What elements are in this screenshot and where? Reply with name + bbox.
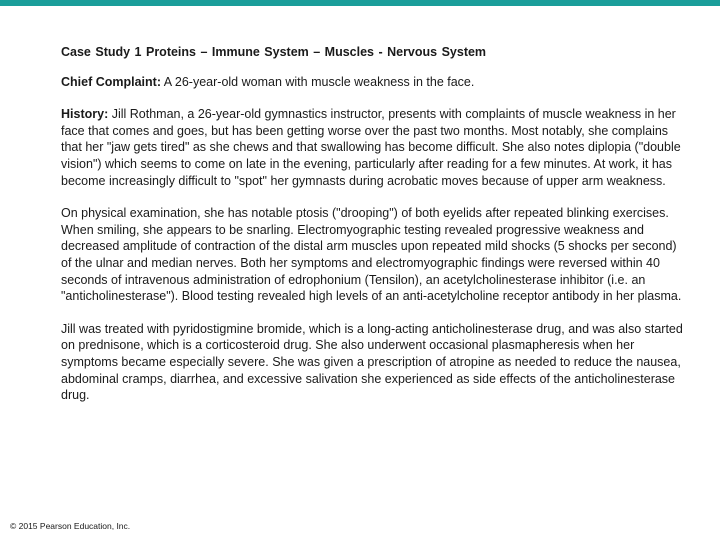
page-title: Case Study 1 Proteins – Immune System – Muscles - Nervous System: [61, 45, 487, 59]
chief-complaint-label: Chief Complaint:: [61, 74, 161, 89]
chief-complaint-text: A 26-year-old woman with muscle weakness in the face.: [161, 74, 475, 89]
physical-exam-paragraph: On physical examination, she has notable ptosis ("drooping") of both eyelids after repeated blinking exercises. When smiling, she appears to be snarling. Electromyographic testing revealed progressive weakness and decreased amplitude of contraction of the distal arm muscles upon repeated mild shocks (5 shocks per second) of the ulnar and median nerves. Both her symptoms and electromyographic findings were reversed within 40 seconds of intravenous administration of edrophonium (Tensilon), an acetylcholinesterase inhibitor (i.e. an "anticholinesterase"). Blood testing revealed high levels of an anti-acetylcholine receptor antibody in her plasma.: [61, 206, 682, 304]
history-text: Jill Rothman, a 26-year-old gymnastics instructor, presents with complaints of muscle weakness in her face that comes and goes, but has been getting worse over the past two months. Most notably, she complains that her "jaw gets tired" as she chews and that swallowing has become difficult. She also notes diplopia ("double vision") which seems to come on late in the evening, particularly after reading for a few minutes. At work, it has become increasingly difficult to "spot" her gymnasts during acrobatic moves because of upper arm weakness.: [61, 107, 681, 188]
chief-complaint: [61, 74, 686, 91]
history-label: History:: [61, 107, 109, 122]
history: [61, 106, 686, 189]
case-study-content: [61, 44, 686, 420]
treatment-paragraph: Jill was treated with pyridostigmine bromide, which is a long-acting anticholinesterase drug, and was also started on prednisone, which is a corticosteroid drug. She also underwent occasional plasmapheresis when her symptoms became especially severe. She was given a prescription of atropine as needed to reduce the nausea, abdominal cramps, diarrhea, and excessive salivation she experienced as side effects of the anticholinesterase drug.: [61, 321, 683, 403]
top-accent-bar: [0, 0, 720, 6]
copyright-footer: © 2015 Pearson Education, Inc.: [10, 521, 131, 531]
